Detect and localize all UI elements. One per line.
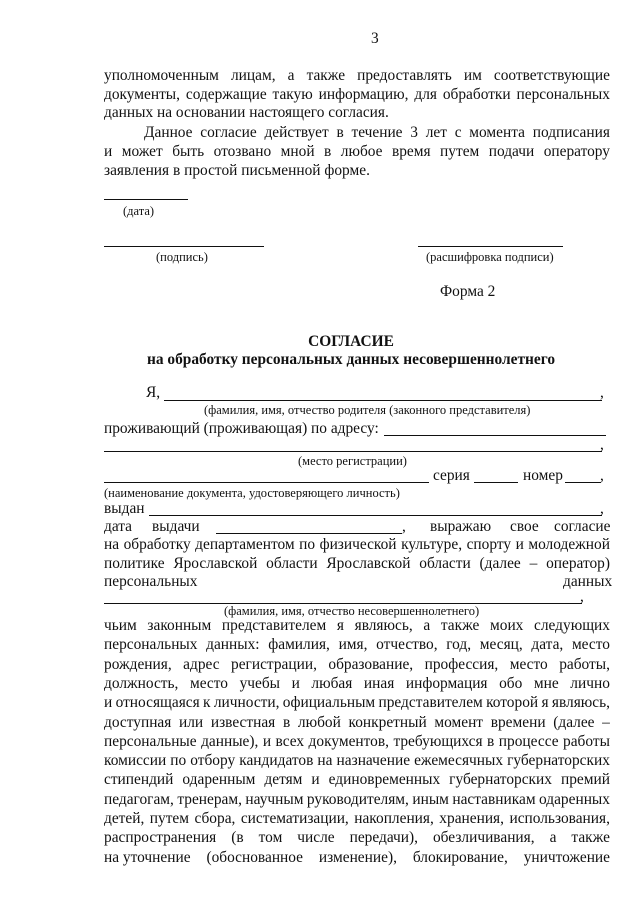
- paragraph-word: по: [170, 752, 187, 770]
- paragraph-word: педагогам,: [104, 790, 174, 808]
- paragraph-word: персональные: [104, 732, 197, 750]
- paragraph-word: области: [266, 555, 318, 572]
- paragraph-word: имя,: [338, 636, 368, 654]
- document-subtitle: на обработку персональных данных несовершеннолетнего: [146, 351, 556, 368]
- paragraph-word: премий: [560, 771, 610, 789]
- signature-line: [104, 246, 264, 247]
- paragraph-word: являюсь,: [354, 617, 413, 634]
- paragraph-word: накопления,: [354, 810, 434, 827]
- paragraph-word: оператору: [543, 143, 610, 160]
- paragraph-word: мной: [280, 143, 315, 160]
- issued-line: [149, 515, 602, 516]
- paragraph-word: (в: [231, 829, 244, 847]
- issue-date-line: [216, 533, 402, 534]
- paragraph-word: образование,: [328, 655, 414, 673]
- paragraph-word: дата,: [531, 636, 564, 654]
- body-text-line: [104, 675, 610, 693]
- paragraph-word: молодежной: [528, 536, 610, 553]
- paragraph-word: год,: [446, 636, 472, 654]
- paragraph-word: и: [104, 143, 113, 160]
- parent-caption: (фамилия, имя, отчество родителя (законного представителя): [204, 403, 531, 417]
- number-label: номер: [523, 467, 563, 484]
- paragraph-word: физической: [319, 536, 397, 553]
- paragraph-word: стипендий: [104, 771, 174, 789]
- issued-comma: ,: [600, 500, 604, 517]
- paragraph-word: действует: [264, 124, 329, 141]
- paragraph-word: персональных: [516, 86, 610, 103]
- paragraph-word: законным: [147, 617, 212, 634]
- paragraph-word: момента: [469, 124, 525, 141]
- paragraph-word: лет: [425, 124, 447, 141]
- paragraph-word: по: [299, 536, 316, 553]
- body-text-line: [104, 829, 610, 847]
- paragraph-word: следующих: [534, 617, 610, 634]
- paragraph-word: данные),: [201, 732, 259, 750]
- paragraph-word: в: [487, 732, 495, 750]
- paragraph-word: путем: [149, 810, 189, 827]
- paragraph-word: ежемесячных: [414, 752, 504, 770]
- personal-label-left: персональных: [104, 573, 198, 590]
- paragraph-word: также: [440, 617, 480, 634]
- paragraph-word: профессия,: [424, 655, 499, 673]
- date-line: [104, 199, 188, 200]
- paragraph-word: обо: [499, 674, 523, 692]
- paragraph-word: Данное: [144, 124, 193, 141]
- paragraph-word: предоставлять: [357, 67, 452, 84]
- paragraph-word: рождения,: [104, 655, 172, 673]
- issue-date-label-1: дата: [104, 518, 133, 535]
- paragraph-word: в: [282, 713, 291, 731]
- residing-label: проживающий (проживающая) по адресу:: [104, 420, 379, 437]
- paragraph-word: должность,: [104, 674, 179, 692]
- decoding-line: [418, 246, 563, 247]
- body-text-line: [104, 636, 610, 654]
- paragraph-word: которой: [486, 694, 539, 712]
- paragraph-word: числе: [297, 829, 335, 847]
- body-text-line: [104, 771, 610, 789]
- paragraph-word: на: [317, 752, 333, 770]
- paragraph-word: такую: [272, 86, 313, 103]
- paragraph-word: (далее: [479, 555, 521, 572]
- paragraph-word: информацию,: [318, 86, 409, 103]
- paragraph-word: а: [423, 617, 431, 634]
- paragraph-word: департаментом: [195, 536, 295, 553]
- series-line: [474, 482, 518, 483]
- paragraph-word: месяц,: [479, 636, 523, 654]
- paragraph-word: отозвано: [213, 143, 272, 160]
- paragraph-word: учебы: [239, 674, 281, 692]
- paragraph-word: работы,: [559, 655, 610, 673]
- paragraph-word: оператор): [546, 555, 610, 572]
- minor-caption: (фамилия, имя, отчество несовершеннолетнего): [224, 604, 480, 618]
- body-text-line: [104, 656, 610, 674]
- paragraph-word: для: [414, 86, 437, 103]
- paragraph-word: распространения: [104, 829, 217, 847]
- paragraph-word: известная: [210, 713, 276, 731]
- paragraph-word: быть: [172, 143, 205, 160]
- form-label: Форма 2: [440, 283, 496, 300]
- paragraph-word: конкретный: [348, 713, 427, 731]
- paragraph-word: на: [104, 536, 120, 553]
- consent-word-3: согласие: [554, 518, 611, 535]
- body-text-line: [104, 733, 610, 751]
- paragraph-word: изменение),: [318, 848, 397, 866]
- paragraph-word: иным: [412, 790, 449, 808]
- paragraph-word: момент: [434, 713, 484, 731]
- paragraph-word: назначение: [336, 752, 411, 770]
- decoding-caption: (расшифровка подписи): [426, 250, 554, 264]
- paragraph-word: место: [189, 674, 228, 692]
- paragraph-word: моих: [490, 617, 524, 634]
- paragraph-word: к: [203, 694, 211, 712]
- paragraph-word: и: [311, 771, 320, 789]
- paragraph-word: том: [258, 829, 283, 847]
- paragraph-word: личности,: [213, 694, 280, 712]
- paragraph-word: детям: [264, 771, 303, 789]
- paragraph-word: –: [602, 713, 610, 731]
- paragraph-word: представителем: [378, 694, 483, 712]
- paragraph-word: требующихся: [393, 732, 483, 750]
- paragraph-word: тренерам,: [177, 790, 242, 808]
- paragraph-word: соответствующие: [493, 67, 610, 84]
- paragraph-word: хранения,: [439, 810, 504, 827]
- paragraph-word: путем: [440, 143, 480, 160]
- paragraph-word: содержащие: [185, 86, 267, 103]
- paragraph-word: информация: [405, 674, 488, 692]
- paragraph-word: культуре,: [401, 536, 463, 553]
- minor-comma: ,: [580, 588, 584, 605]
- paragraph-word: (далее: [553, 713, 595, 731]
- paragraph-word: политике: [104, 555, 165, 572]
- paragraph-word: являюсь,: [551, 694, 610, 712]
- paragraph-word: и: [291, 674, 300, 692]
- consent-line-2: [104, 536, 610, 554]
- paragraph-word: области: [419, 555, 471, 572]
- registration-caption: (место регистрации): [298, 454, 407, 468]
- page-number: 3: [371, 30, 379, 47]
- issue-date-label-2: выдачи: [152, 518, 200, 535]
- paragraph-word: адрес: [183, 655, 220, 673]
- address-line-2: [104, 451, 602, 452]
- parent-name-line: [164, 400, 602, 401]
- paragraph-word: времени: [490, 713, 546, 731]
- paragraph-word: уполномоченным: [104, 67, 219, 84]
- paragraph-word: мне: [533, 674, 559, 692]
- paragraph-word: любое: [340, 143, 383, 160]
- paragraph-word: научным: [245, 790, 304, 808]
- paragraph-word: регистрации,: [231, 655, 317, 673]
- paragraph-word: процессе: [498, 732, 559, 750]
- consent-word-1: выражаю: [430, 518, 492, 535]
- paragraph-word: (обоснованное: [206, 848, 304, 866]
- paragraph-word: им: [463, 67, 482, 84]
- paragraph-word: одаренных: [539, 790, 610, 808]
- paragraph-word: сбора,: [194, 810, 236, 827]
- paragraph-word: персональных: [104, 636, 198, 654]
- top-paragraph-line-1: [104, 67, 610, 85]
- paragraph-word: на уточнение: [104, 848, 191, 866]
- paragraph-word: лично: [570, 674, 610, 692]
- document-title: СОГЛАСИЕ: [308, 333, 394, 350]
- body-text-line: [104, 810, 610, 828]
- address-comma: ,: [600, 436, 604, 453]
- body-text-line: [104, 617, 610, 635]
- body-text-line: [104, 694, 610, 712]
- series-label: серия: [433, 467, 470, 484]
- paragraph-word: отбору: [190, 752, 236, 770]
- top-paragraph-line-2: [104, 86, 610, 104]
- number-line: [565, 482, 601, 483]
- paragraph-word: я: [541, 694, 549, 712]
- paragraph-word: детей,: [104, 810, 145, 827]
- validity-paragraph-line-3: заявления в простой письменной форме.: [104, 162, 370, 179]
- paragraph-word: место: [509, 655, 548, 673]
- paragraph-word: также: [571, 829, 610, 847]
- paragraph-word: доступная: [104, 713, 172, 731]
- paragraph-word: систематизации,: [240, 810, 349, 827]
- paragraph-word: течение: [351, 124, 403, 141]
- paragraph-word: работы: [563, 732, 610, 750]
- paragraph-word: Ярославской: [326, 555, 411, 572]
- paragraph-word: документы,: [104, 86, 180, 103]
- paragraph-word: и: [262, 732, 272, 750]
- paragraph-word: и: [104, 694, 113, 712]
- paragraph-word: согласие: [200, 124, 257, 141]
- paragraph-word: спорту: [466, 536, 512, 553]
- personal-label-right: данных: [563, 573, 613, 590]
- paragraph-word: подачи: [488, 143, 535, 160]
- paragraph-word: и: [515, 536, 524, 553]
- paragraph-word: обработки: [442, 86, 511, 103]
- paragraph-word: блокирование,: [412, 848, 508, 866]
- paragraph-word: подписания: [532, 124, 610, 141]
- document-name-line: [104, 482, 429, 483]
- i-label: Я,: [146, 384, 161, 401]
- paragraph-word: представителем: [221, 617, 327, 634]
- issue-date-comma: ,: [402, 518, 406, 535]
- signature-caption: (подпись): [156, 250, 208, 264]
- issued-label: выдан: [104, 500, 145, 517]
- body-text-line: [104, 752, 610, 770]
- paragraph-word: отчество,: [376, 636, 438, 654]
- paragraph-word: фамилия,: [268, 636, 330, 654]
- paragraph-word: –: [529, 555, 538, 572]
- paragraph-word: место: [571, 636, 610, 654]
- paragraph-word: использования,: [509, 810, 610, 827]
- paragraph-word: официальным: [282, 694, 376, 712]
- paragraph-word: может: [121, 143, 163, 160]
- body-text-line: [104, 714, 610, 732]
- date-caption: (дата): [123, 204, 155, 218]
- paragraph-word: любая: [311, 674, 353, 692]
- paragraph-word: руководителям,: [306, 790, 409, 808]
- paragraph-word: обработку: [123, 536, 191, 553]
- paragraph-word: любой: [297, 713, 341, 731]
- paragraph-word: одаренным: [182, 771, 256, 789]
- paragraph-word: кандидатов: [239, 752, 314, 770]
- paragraph-word: комиссии: [104, 752, 167, 770]
- paragraph-word: единовременных: [328, 771, 441, 789]
- parent-comma: ,: [600, 384, 604, 401]
- paragraph-word: лицам,: [230, 67, 276, 84]
- consent-line-3: [104, 555, 610, 573]
- paragraph-word: обезличивания,: [432, 829, 535, 847]
- paragraph-word: а: [549, 829, 557, 847]
- paragraph-word: относящаяся: [115, 694, 200, 712]
- address-line-1: [384, 435, 606, 436]
- paragraph-word: 3: [410, 124, 418, 141]
- consent-word-2: свое: [510, 518, 539, 535]
- paragraph-word: а: [287, 67, 295, 84]
- paragraph-word: уничтожение: [523, 848, 610, 866]
- paragraph-word: чьим: [104, 617, 137, 634]
- paragraph-word: также: [306, 67, 346, 84]
- paragraph-word: в: [336, 124, 344, 141]
- number-comma: ,: [600, 467, 604, 484]
- paragraph-word: данных:: [206, 636, 260, 654]
- paragraph-word: в: [324, 143, 332, 160]
- doc-caption: (наименование документа, удостоверяющего личность): [104, 486, 400, 500]
- body-text-line: [104, 849, 610, 867]
- validity-paragraph-line-1: [144, 124, 610, 142]
- paragraph-word: время: [391, 143, 431, 160]
- paragraph-word: иная: [363, 674, 395, 692]
- top-paragraph-line-3: данных на основании настоящего согласия.: [104, 104, 389, 121]
- paragraph-word: губернаторских: [507, 752, 610, 770]
- validity-paragraph-line-2: [104, 143, 610, 161]
- paragraph-word: губернаторских: [449, 771, 552, 789]
- paragraph-word: передачи),: [349, 829, 418, 847]
- body-text-line: [104, 791, 610, 809]
- paragraph-word: я: [336, 617, 344, 634]
- paragraph-word: всех: [275, 732, 305, 750]
- paragraph-word: с: [454, 124, 462, 141]
- paragraph-word: наставникам: [452, 790, 536, 808]
- paragraph-word: или: [179, 713, 204, 731]
- paragraph-word: Ярославской: [173, 555, 258, 572]
- paragraph-word: документов,: [308, 732, 389, 750]
